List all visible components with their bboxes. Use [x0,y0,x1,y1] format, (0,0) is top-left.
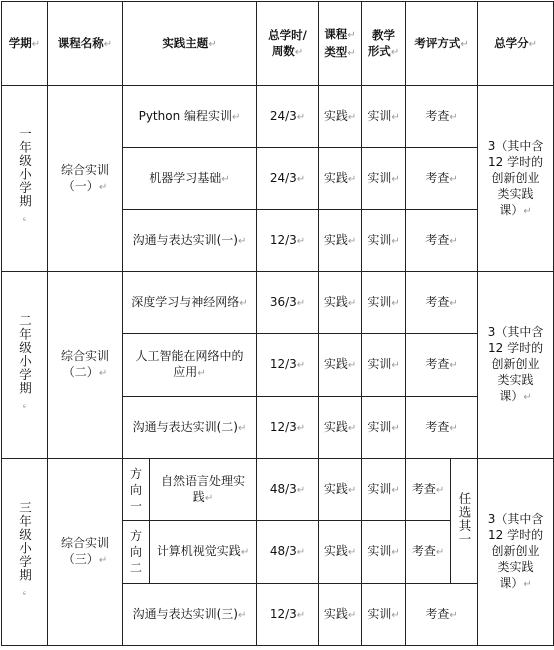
assessment-cell: 考查↵ [406,584,478,646]
form-cell: 实训↵ [362,459,406,521]
header-total-hours: 总学时/ 周数↵ [257,2,319,86]
credit-cell: 3（其中含 12 学时的 创新创业 类实践 课）↵ [478,86,554,272]
credit-cell: 3（其中含 12 学时的 创新创业 类实践 课）↵ [478,459,554,646]
hours-cell: 12/3↵ [257,334,319,397]
course-name-cell: 综合实训 （一）↵ [48,86,123,272]
form-cell: 实训↵ [362,521,406,584]
header-course-name: 课程名称↵ [48,2,123,86]
form-cell: 实训↵ [362,210,406,272]
credit-cell: 3（其中含 12 学时的 创新创业 类实践 课）↵ [478,272,554,459]
elective-note: 任选其一 [451,459,478,584]
type-cell: 实践↵ [319,459,362,521]
hours-cell: 12/3↵ [257,210,319,272]
table-row [2,459,554,521]
header-semester: 学期↵ [2,2,48,86]
type-cell: 实践↵ [319,334,362,397]
topic-cell: 深度学习与神经网络↵ [123,272,257,334]
hours-cell: 12/3↵ [257,397,319,459]
direction-label: 方 向 一 [123,459,150,521]
header-practice-topic: 实践主题↵ [123,2,257,86]
type-cell: 实践↵ [319,584,362,646]
semester-cell: 二年级小学期 ᶝ [2,272,48,459]
table-row [2,86,554,148]
topic-cell: 计算机视觉实践↵ [150,521,257,584]
topic-cell: 自然语言处理实 践↵ [150,459,257,521]
course-name-cell: 综合实训 （三）↵ [48,459,123,646]
form-cell: 实训↵ [362,584,406,646]
form-cell: 实训↵ [362,334,406,397]
topic-cell: 沟通与表达实训(二)↵ [123,397,257,459]
type-cell: 实践↵ [319,521,362,584]
assessment-cell: 考查↵ [406,210,478,272]
semester-cell: 一年级小学期 ᶝ [2,86,48,272]
header-assessment: 考评方式↵ [406,2,478,86]
hours-cell: 24/3↵ [257,86,319,148]
semester-cell: 三年级小学期 ᶝ [2,459,48,646]
header-total-credit: 总学分↵ [478,2,554,86]
hours-cell: 24/3↵ [257,148,319,210]
hours-cell: 36/3↵ [257,272,319,334]
type-cell: 实践↵ [319,210,362,272]
header-row [2,2,554,86]
type-cell: 实践↵ [319,86,362,148]
table-row [2,272,554,334]
topic-cell: 沟通与表达实训(一)↵ [123,210,257,272]
topic-cell: 机器学习基础↵ [123,148,257,210]
assessment-cell: 考查↵ [406,521,451,584]
topic-cell: 沟通与表达实训(三)↵ [123,584,257,646]
type-cell: 实践↵ [319,272,362,334]
form-cell: 实训↵ [362,148,406,210]
assessment-cell: 考查↵ [406,272,478,334]
type-cell: 实践↵ [319,397,362,459]
hours-cell: 48/3↵ [257,459,319,521]
hours-cell: 48/3↵ [257,521,319,584]
assessment-cell: 考查↵ [406,86,478,148]
assessment-cell: 考查↵ [406,397,478,459]
form-cell: 实训↵ [362,272,406,334]
hours-cell: 12/3↵ [257,584,319,646]
assessment-cell: 考查↵ [406,459,451,521]
course-practice-table [1,1,554,646]
form-cell: 实训↵ [362,397,406,459]
assessment-cell: 考查↵ [406,334,478,397]
course-name-cell: 综合实训 （二）↵ [48,272,123,459]
topic-cell: Python 编程实训↵ [123,86,257,148]
assessment-cell: 考查↵ [406,148,478,210]
form-cell: 实训↵ [362,86,406,148]
type-cell: 实践↵ [319,148,362,210]
direction-label: 方 向 二 [123,521,150,584]
header-teaching-form: 教学 形式↵ [362,2,406,86]
header-course-type: 课程↵ 类型↵ [319,2,362,86]
topic-cell: 人工智能在网络中的 应用↵ [123,334,257,397]
